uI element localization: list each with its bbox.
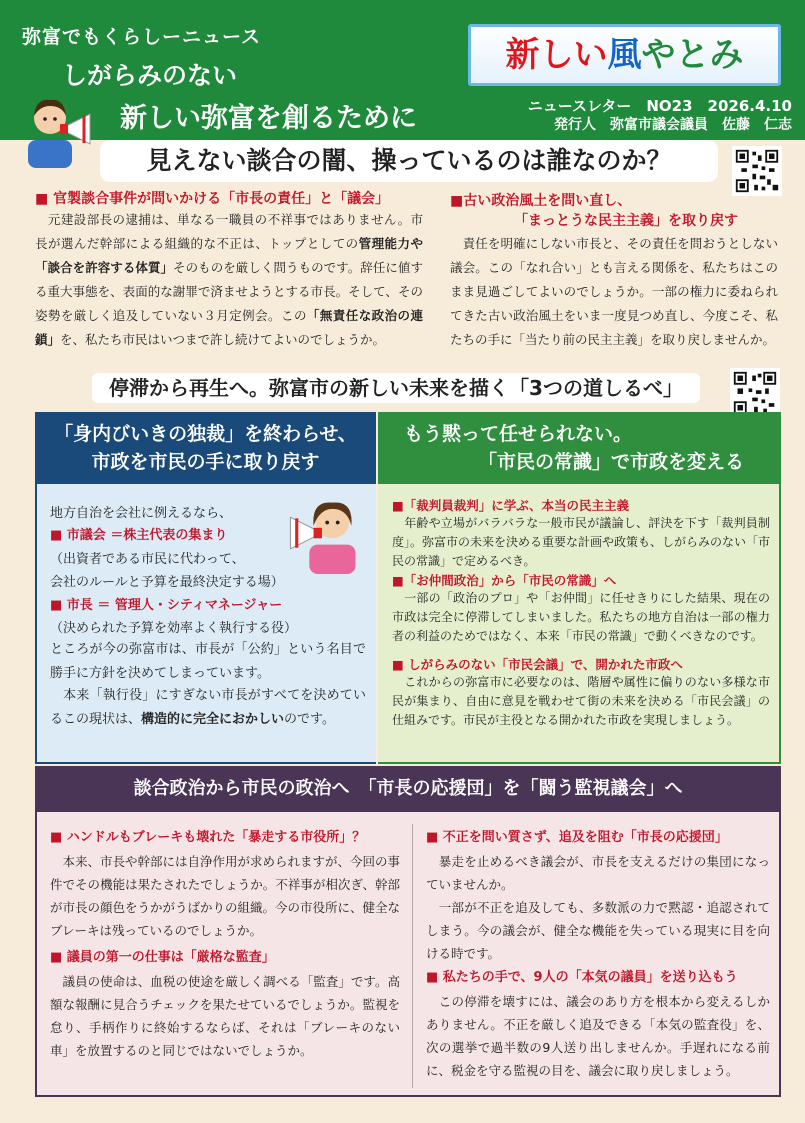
section1-left-bold-2: 「無責任な政治の連鎖」	[35, 308, 423, 347]
left-item1-title: ■ 市議会 ＝株主代表の集まり	[50, 528, 228, 543]
left-column-heading	[35, 412, 376, 484]
left-item2-text-3	[50, 684, 366, 732]
series-name: 弥富でもくらしーニュース	[22, 26, 262, 48]
header-line-1: しがらみのない	[62, 61, 238, 90]
bottom-divider	[412, 824, 413, 1088]
section1-left-bold-1: 管理能力や「談合を許容する体質」	[35, 236, 423, 275]
issue-line: ニュースレター NO23 2026.4.10	[527, 97, 792, 115]
right-column-heading	[378, 412, 781, 484]
brand-part-1: 新しい	[505, 35, 608, 75]
left-heading-line-2: 市政を市民の手に取り戻す	[91, 451, 320, 473]
megaphone-person-icon	[26, 88, 96, 168]
left-item1-text-1: （出資者である市民に代わって、	[50, 552, 245, 567]
left-item2-bold: 構造的に完全におかしい	[141, 712, 285, 727]
bottom-right-item1-title: ■ 不正を問い質さず、追及を阻む「市長の応援団」	[426, 830, 728, 845]
bottom-right-item2-title: ■ 私たちの手で、9人の「本気の議員」を送り込もう	[426, 970, 738, 985]
bottom-banner: 談合政治から市民の政治へ 「市長の応援団」を「闘う監視議会」へ	[35, 766, 781, 812]
right-item3-title: ■ しがらみのない「市民会議」で、開かれた市政へ	[392, 657, 683, 672]
right-heading-line-1: もう黙って任せられない。	[404, 423, 633, 445]
left-item1-text-2: 会社のルールと予算を最終決定する場）	[50, 575, 284, 590]
section1-right-title-1: ■古い政治風土を問い直し、	[450, 193, 632, 209]
right-item1-text: 年齢や立場がバラバラな一般市民が議論し、評決を下す「裁判員制度」。弥富市の未来を決める重要な計画や政策も、しがらみのない「市民の常識」で定めるべき。	[392, 516, 771, 568]
right-item1-title: ■「裁判員裁判」に学ぶ、本当の民主主義	[392, 498, 630, 513]
left-item2-text-3a: 本来「執行役」にすぎない市長がすべてを決めているこの現状は、	[50, 688, 366, 727]
right-item2-text: 一部の「政治のプロ」や「お仲間」に任せきりにした結果、現在の市政は完全に停滞してしまいました。私たちの地方自治は一部の権力者の利益のためではなく、本来「市民の常識」で動くべきなのです。	[392, 591, 770, 643]
right-item3-text: これからの弥富市に必要なのは、階層や属性に偏りのない多様な市民が集まり、自由に意見を戦わせて街の未来を決める「市民会議」の仕組みです。市民が主役となる開かれた市政を実現しましょう。	[392, 675, 770, 727]
right-heading-line-2: 「市民の常識」で市政を変える	[478, 451, 745, 473]
brand-part-3: やとみ	[641, 35, 744, 75]
header-line-2: 新しい弥富を創るために	[120, 103, 417, 134]
bottom-left-item2-title: ■ 議員の第一の仕事は「厳格な監査」	[50, 950, 275, 965]
section1-left-text	[35, 208, 423, 352]
section1-right-title-2: 「まっとうな民主主義」を取り戻す	[514, 213, 738, 229]
section1-left-text-3: を、私たち市民はいつまで許し続けてよいのでしょうか。	[60, 332, 386, 347]
left-item2-text-2: ところが今の弥富市は、市長が「公約」という名目で勝手に方針を決めてしまっています。	[50, 642, 366, 681]
right-item2-title: ■「お仲間政治」から「市民の常識」へ	[392, 573, 617, 588]
bottom-right-item1-text-2: 一部が不正を追及しても、多数派の力で黙認・追認されてしまう。今の議会が、健全な機能を失っている現実に目を向ける時です。	[426, 900, 770, 961]
left-intro: 地方自治を会社に例えるなら、	[50, 506, 233, 521]
left-item2-text-4: のです。	[284, 712, 335, 727]
bottom-left-item2-text: 議員の使命は、血税の使途を厳しく調べる「監査」です。高額な報酬に見合うチェックを果たせているでしょうか。監視を怠り、手柄作りに終始するならば、それは「ブレーキのない車」を放置するのと同じではないでしょうか。	[50, 974, 400, 1058]
section1-left-title: ■ 官製談合事件が問いかける「市長の責任」と「議会」	[35, 191, 390, 207]
bottom-left-item1-text: 本来、市長や幹部には自浄作用が求められますが、今回の事件でその機能は果たされたでしょうか。不祥事が相次ぎ、幹部が市長の顔色をうかがうばかりの組織。今の市役所に、健全なブレーキは残っているのでしょうか。	[50, 854, 401, 938]
megaphone-person-icon	[285, 490, 361, 574]
brand-part-2: 風	[607, 35, 642, 75]
left-item2-text-1: （決められた予算を効率よく執行する役）	[50, 621, 298, 636]
bottom-right-item1-text: 暴走を止めるべき議会が、市長を支えるだけの集団になっていませんか。	[426, 854, 770, 892]
qr-code-icon[interactable]	[732, 146, 782, 196]
newsletter-brand	[468, 24, 781, 86]
roadmap-banner: 停滞から再生へ。弥富市の新しい未来を描く「3つの道しるべ」	[92, 373, 700, 403]
left-item2-title: ■ 市長 ＝ 管理人・シティマネージャー	[50, 598, 283, 613]
bottom-left-item1-title: ■ ハンドルもブレーキも壊れた「暴走する市役所」？	[50, 830, 366, 845]
bottom-right-item2-text: この停滞を壊すには、議会のあり方を根本から変えるしかありません。不正を厳しく追及できる「本気の監査役」を、次の選挙で過半数の9人送り出しませんか。手遅れになる前に、税金を守る監視の目を、議会に取り戻しましょう。	[426, 994, 770, 1078]
section1-left-text-1: 元建設部長の逮捕は、単なる一職員の不祥事ではありません。市長が選んだ幹部による組織的な不正は、トップとしての	[35, 212, 423, 251]
qr-code-icon[interactable]	[730, 368, 780, 418]
publisher-line: 発行人 弥富市議会議員 佐藤 仁志	[554, 117, 792, 133]
section1-right-text: 責任を明確にしない市長と、その責任を問おうとしない議会。この「なれ合い」とも言える関係を、私たちはこのまま見過ごしてよいのでしょうか。一部の権力に委ねられてきた古い政治風土をいま一度見つめ直し、今度こそ、私たちの手に「当たり前の民主主義」を取り戻しませんか。	[450, 236, 778, 347]
left-heading-line-1: 「身内びいきの独裁」を終わらせ、	[54, 423, 357, 445]
section1-left-text-2: そのものを厳しく問うものです。辞任に値する重大事態を、表面的な謝罪で済ませようとする市長。そして、その姿勢を厳しく追及していない３月定例会。この	[35, 260, 423, 323]
main-headline: 見えない談合の闇、操っているのは誰なのか？	[100, 140, 718, 182]
